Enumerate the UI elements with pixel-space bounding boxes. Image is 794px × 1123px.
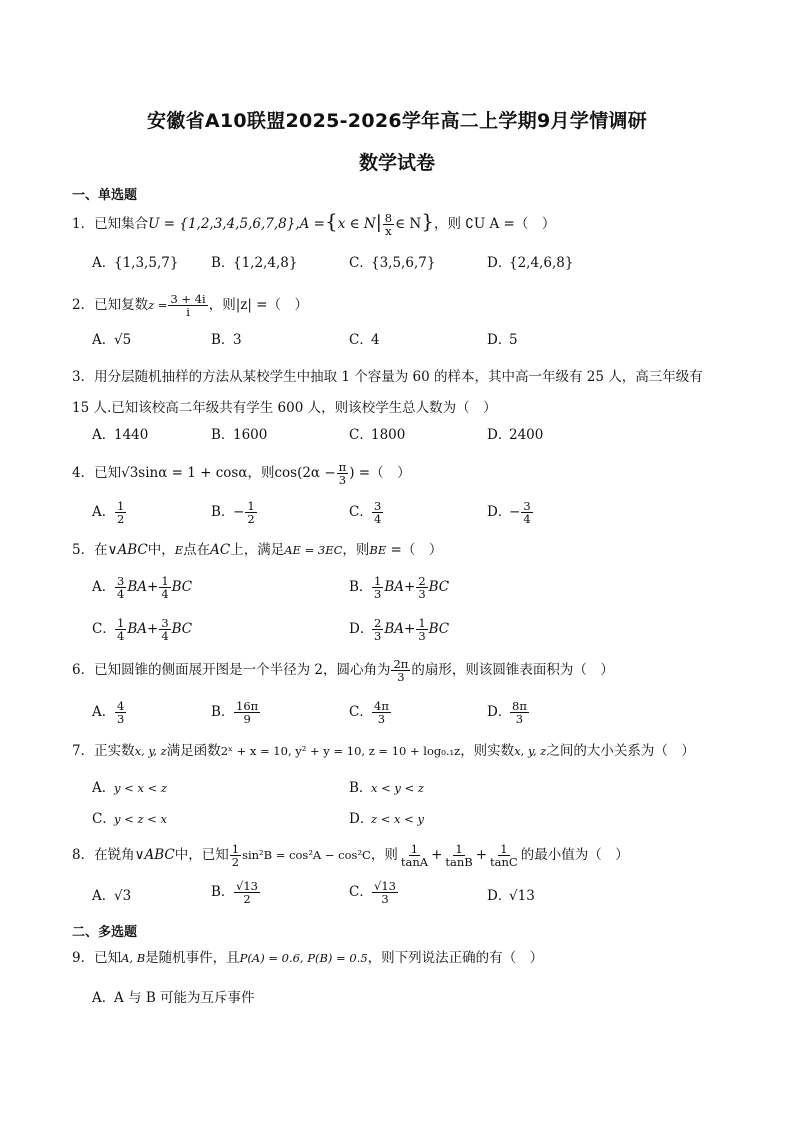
q2-option-c[interactable]: C．4 (349, 332, 380, 348)
q1-option-b[interactable]: B．{1,2,4,8} (211, 255, 298, 271)
q9-option-a[interactable]: A．A 与 B 可能为互斥事件 (92, 990, 255, 1006)
q4-option-a[interactable]: A． $\frac{1}{2}$ (92, 499, 125, 527)
question-4: 4．已知√3sinα = 1 + cosα，则cos(2α − $\frac{\pi}{3}$ ) =（ ） (72, 460, 411, 488)
exam-subtitle: 数学试卷 (358, 152, 435, 174)
q5-option-b[interactable]: B． $\frac{1}{3}$ BA+ $\frac{2}{3}$ BC (349, 574, 450, 602)
q4-option-b[interactable]: B．− $\frac{1}{2}$ (211, 499, 255, 527)
section-single-choice: 一、单选题 (72, 188, 138, 203)
q8-option-c[interactable]: C． $\frac{√13}{3}$ (349, 879, 396, 907)
q8-option-d[interactable]: D．√13 (487, 888, 535, 904)
question-5: 5．在∨ABC中，E点在AC上，满足AE = 3EC，则BE =（ ） (72, 542, 443, 558)
section-multi-choice: 二、多选题 (72, 925, 138, 940)
q3-option-b[interactable]: B．1600 (211, 427, 268, 443)
q5-option-d[interactable]: D． $\frac{2}{3}$ BA+ $\frac{1}{3}$ BC (349, 616, 450, 644)
q4-option-c[interactable]: C． $\frac{3}{4}$ (349, 499, 382, 527)
question-7: 7．正实数x, y, z满足函数2ˣ + x = 10, y² + y = 10, z = 10 + log₀.₁z，则实数x, y, z之间的大小关系为（ ） (72, 743, 695, 759)
q6-option-b[interactable]: B． $\frac{16\pi}{9}$ (211, 699, 259, 727)
question-8: 8．在锐角∨ABC中，已知 $\frac{1}{2}$ sin²B = cos²A − cos²C，则 $\frac{1}{\tan A}$ + $\frac{1}{\tan B}$ + $\frac{1}{\tan C}$ 的最小值为（ ） (72, 842, 629, 870)
exam-title: 安徽省A10联盟2025-2026学年高二上学期9月学情调研 (146, 110, 647, 132)
q5-option-c[interactable]: C． $\frac{1}{4}$ BA+ $\frac{3}{4}$ BC (92, 616, 193, 644)
q6-option-c[interactable]: C． $\frac{4\pi}{3}$ (349, 699, 389, 727)
question-1: 1．已知集合U = {1,2,3,4,5,6,7,8},A ={x ∈ N| $\frac{8}{x}$ ∈ N}，则 ∁U A =（ ） (72, 209, 556, 238)
q7-option-a[interactable]: A．y < x < z (92, 780, 167, 796)
question-6: 6．已知圆锥的侧面展开图是一个半径为 2，圆心角为 $\frac{2\pi}{3}$ 的扇形，则该圆锥表面积为（ ） (72, 657, 614, 685)
q7-option-d[interactable]: D．z < x < y (349, 811, 424, 827)
question-3: 3．用分层随机抽样的方法从某校学生中抽取 1 个容量为 60 的样本，其中高一年级有 25 人，高三年级有 15 人.已知该校高二年级共有学生 600 人，则该校学生总人数为（ ） (72, 369, 703, 416)
q1-option-c[interactable]: C．{3,5,6,7} (349, 255, 436, 271)
q8-option-b[interactable]: B． $\frac{√13}{2}$ (211, 879, 258, 907)
q1-option-a[interactable]: A．{1,3,5,7} (92, 255, 179, 271)
q2-option-a[interactable]: A．√5 (92, 332, 132, 348)
q7-option-c[interactable]: C．y < z < x (92, 811, 167, 827)
question-9: 9．已知A, B是随机事件，且P(A) = 0.6, P(B) = 0.5，则下列说法正确的有（ ） (72, 950, 544, 966)
q6-option-a[interactable]: A． $\frac{4}{3}$ (92, 699, 125, 727)
question-2: 2．已知复数z = $\frac{3 + 4i}{i}$ ，则|z| =（ ） (72, 292, 309, 320)
q7-option-b[interactable]: B．x < y < z (349, 780, 424, 796)
q2-option-d[interactable]: D．5 (487, 332, 518, 348)
q3-option-a[interactable]: A．1440 (92, 427, 149, 443)
q6-option-d[interactable]: D． $\frac{8\pi}{3}$ (487, 699, 527, 727)
q2-option-b[interactable]: B．3 (211, 332, 242, 348)
q8-option-a[interactable]: A．√3 (92, 888, 132, 904)
q1-option-d[interactable]: D．{2,4,6,8} (487, 255, 574, 271)
q5-option-a[interactable]: A． $\frac{3}{4}$ BA+ $\frac{1}{4}$ BC (92, 574, 193, 602)
q4-option-d[interactable]: D．− $\frac{3}{4}$ (487, 499, 531, 527)
q3-option-c[interactable]: C．1800 (349, 427, 406, 443)
q3-option-d[interactable]: D．2400 (487, 427, 544, 443)
